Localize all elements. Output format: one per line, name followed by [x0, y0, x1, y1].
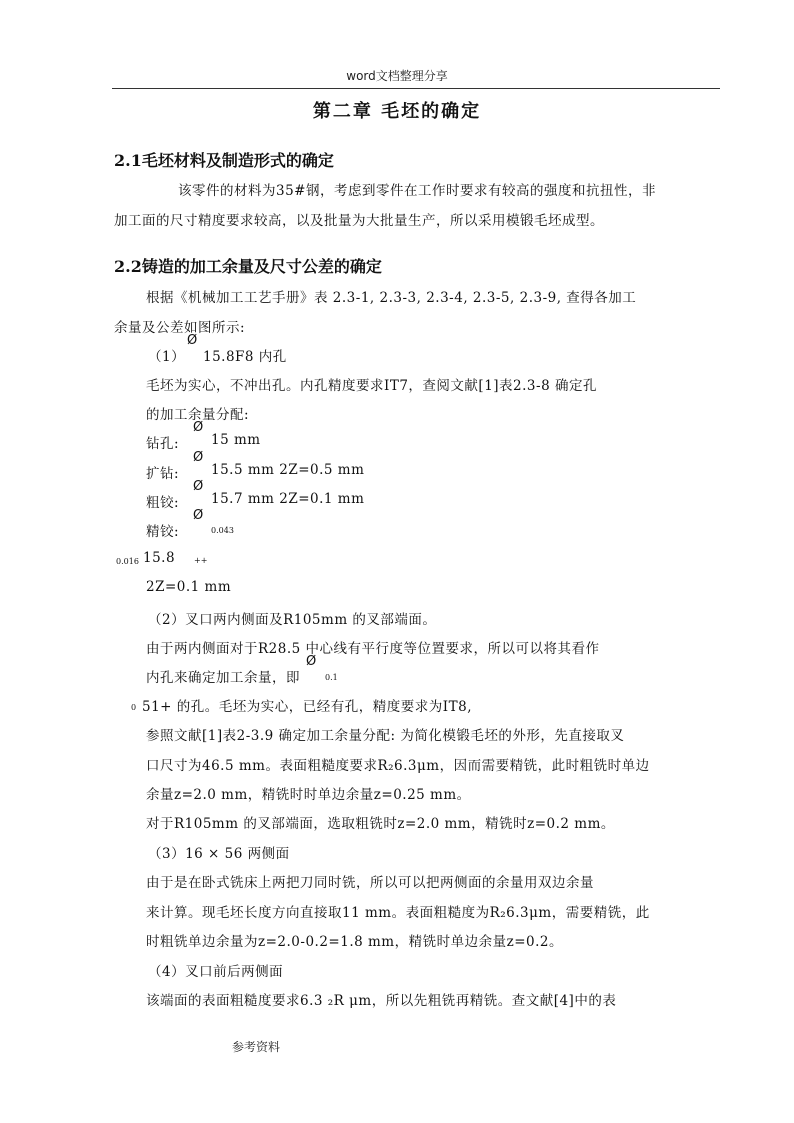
paragraph-line: 由于是在卧式铣床上两把刀同时铣，所以可以把两侧面的余量用双边余量	[146, 875, 594, 891]
allowance-value: 2Z=0.1 mm	[146, 579, 232, 595]
paragraph-line: 口尺寸为46.5 mm。表面粗糙度要求R₂6.3μm，因而需要精铣，此时粗铣时单边	[146, 758, 650, 774]
item-label: （2）叉口两内侧面及R105mm 的叉部端面。	[148, 612, 437, 628]
fine-ream-label: 精铰:	[146, 524, 180, 540]
paragraph-line: 来计算。现毛坯长度方向直接取11 mm。表面粗糙度为R₂6.3μm，需要精铣，此	[146, 905, 650, 921]
paragraph-line: 加工面的尺寸精度要求较高，以及批量为大批量生产，所以采用模锻毛坯成型。	[114, 213, 604, 229]
item-label: （3）16 × 56 两侧面	[148, 846, 290, 862]
paragraph-line: 对于R105mm 的叉部端面，选取粗铣时z=2.0 mm，精铣时z=0.2 mm。	[146, 816, 615, 832]
expand-drill-label: 扩钻:	[146, 466, 180, 482]
section-heading-2-2: 2.2铸造的加工余量及尺寸公差的确定	[114, 257, 382, 276]
fine-ream-value: 15.8	[143, 550, 176, 566]
paragraph-line: 毛坯为实心，不冲出孔。内孔精度要求IT7，查阅文献[1]表2.3-8 确定孔	[146, 378, 597, 394]
item-label: （4）叉口前后两侧面	[148, 964, 284, 980]
paragraph-line: 余量及公差如图所示:	[114, 320, 246, 336]
expand-drill-value: 15.5 mm 2Z=0.5 mm	[211, 462, 365, 478]
diameter-symbol: Ø	[187, 333, 198, 348]
diameter-symbol: Ø	[193, 479, 204, 494]
paragraph-line: 参照文献[1]表2-3.9 确定加工余量分配: 为简化模锻毛坯的外形，先直接取叉	[146, 728, 625, 744]
diameter-symbol: Ø	[193, 450, 204, 465]
chapter-title: 第二章 毛坯的确定	[312, 101, 482, 122]
section-heading-2-1: 2.1毛坯材料及制造形式的确定	[114, 151, 334, 170]
header-rule	[112, 88, 720, 89]
paragraph-line: 该零件的材料为35#钢，考虑到零件在工作时要求有较高的强度和抗扭性，非	[178, 183, 656, 199]
tolerance-lower: 0.016	[116, 557, 139, 566]
drill-value: 15 mm	[211, 432, 261, 448]
paragraph-line: 的加工余量分配:	[146, 407, 250, 423]
tolerance-sign: ++	[194, 556, 208, 565]
paragraph-line: 51+ 的孔。毛坯为实心，已经有孔，精度要求为IT8,	[142, 699, 472, 715]
paragraph-line: 由于两内侧面对于R28.5 中心线有平行度等位置要求，所以可以将其看作	[146, 641, 600, 657]
tolerance-lower: 0	[131, 703, 137, 712]
paragraph-line: 根据《机械加工工艺手册》表 2.3-1, 2.3-3, 2.3-4, 2.3-5, 2.3-9, 查得各加工	[146, 290, 637, 306]
page-header: word文档整理分享	[346, 69, 448, 83]
rough-ream-label: 粗铰:	[146, 495, 180, 511]
item-label: （1）	[148, 349, 186, 365]
tolerance-upper: 0.043	[211, 526, 234, 535]
rough-ream-value: 15.7 mm 2Z=0.1 mm	[211, 491, 365, 507]
paragraph-line: 该端面的表面粗糙度要求6.3 ₂R μm，所以先粗铣再精铣。查文献[4]中的表	[146, 993, 617, 1009]
diameter-symbol: Ø	[193, 420, 204, 435]
paragraph-line: 时粗铣单边余量为z=2.0-0.2=1.8 mm，精铣时单边余量z=0.2。	[146, 934, 563, 950]
diameter-symbol: Ø	[306, 654, 317, 669]
tolerance-upper: 0.1	[325, 673, 338, 682]
paragraph-line: 内孔来确定加工余量，即	[146, 670, 300, 686]
diameter-symbol: Ø	[193, 508, 204, 523]
page-footer: 参考资料	[232, 1040, 281, 1054]
item-text: 15.8F8 内孔	[203, 349, 287, 365]
drill-label: 钻孔:	[146, 436, 180, 452]
paragraph-line: 余量z=2.0 mm，精铣时时单边余量z=0.25 mm。	[146, 787, 471, 803]
